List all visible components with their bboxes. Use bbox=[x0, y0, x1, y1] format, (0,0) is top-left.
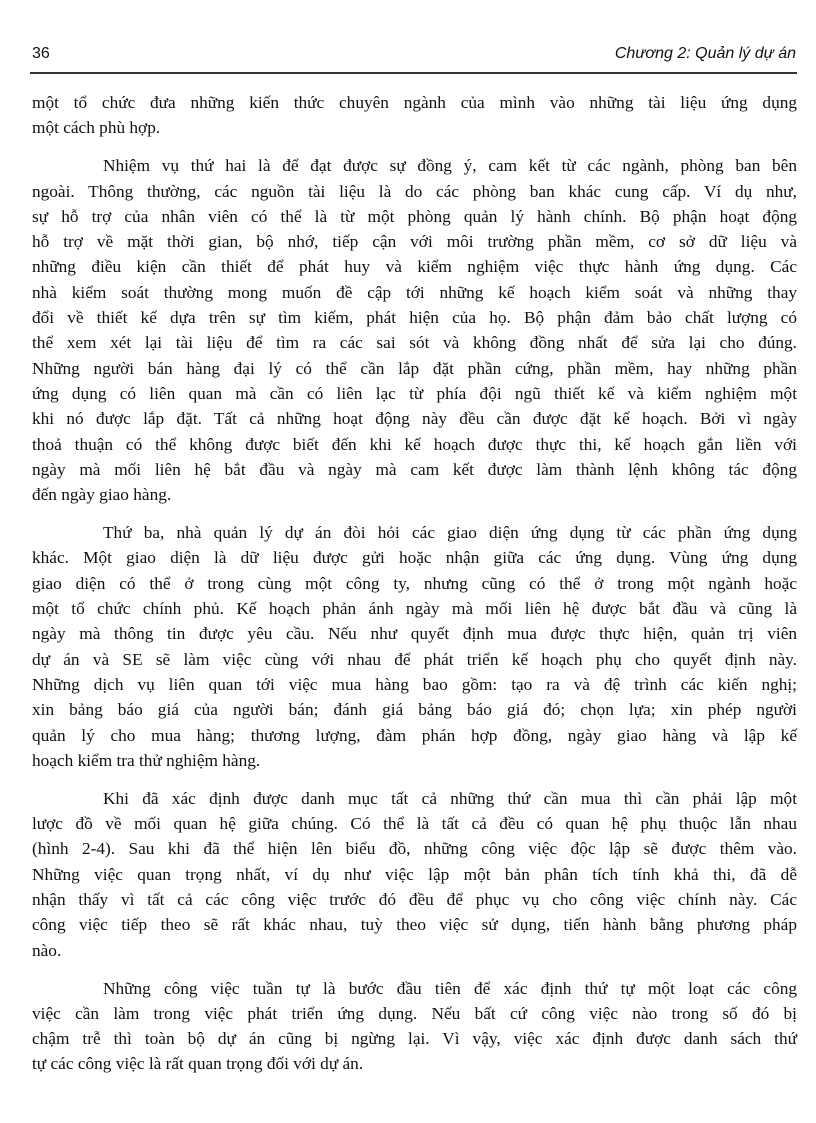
text-line: những điều kiện cần thiết để phát huy và kiểm nghiệm việc thực hành ứng dụng. Các bbox=[32, 257, 797, 277]
text-line: hỗ trợ về mặt thời gian, bộ nhớ, tiếp cận với môi trường phần mềm, cơ sở dữ liệu và bbox=[32, 232, 797, 252]
text-line: nhận thấy vì tất cả các công việc trước đó đều để phục vụ cho công việc chính này. Các bbox=[32, 889, 797, 909]
text-line: Khi đã xác định được danh mục tất cả những thứ cần mua thì cần phải lập một bbox=[103, 788, 797, 808]
text-line: tự các công việc là rất quan trọng đối với dự án. bbox=[32, 1054, 364, 1074]
text-line: một tổ chức đưa những kiến thức chuyên ngành của mình vào những tài liệu ứng dụng bbox=[32, 93, 797, 112]
text-line: giao diện có thể ở trong cùng một công ty, nhưng cũng có thể ở trong một ngành hoặc bbox=[32, 573, 797, 593]
paragraph bbox=[32, 90, 797, 141]
paragraph bbox=[32, 786, 797, 963]
page-number: 36 bbox=[32, 45, 50, 62]
text-line: Những công việc tuần tự là bước đầu tiên để xác định thứ tự một loạt các công bbox=[103, 978, 797, 998]
text-line: nhà kiểm soát thường mong muốn đề cập tới những kế hoạch kiểm soát và những thay bbox=[32, 282, 797, 302]
text-line: khi nó được lắp đặt. Tất cả những hoạt động này đều cần được đặt kế hoạch. Bởi vì ngày bbox=[32, 409, 797, 429]
text-line: việc cần làm trong việc phát triển ứng dụng. Nếu bất cứ công việc nào trong số đó bị bbox=[32, 1003, 797, 1023]
chapter-title: Chương 2: Quản lý dự án bbox=[614, 45, 796, 62]
text-line: Nhiệm vụ thứ hai là để đạt được sự đồng ý, cam kết từ các ngành, phòng ban bên bbox=[103, 156, 797, 176]
text-line: Những dịch vụ liên quan tới việc mua hàng bao gồm: tạo ra và đệ trình các kiến nghị; bbox=[32, 674, 797, 694]
text-line: hoạch kiểm tra thử nghiệm hàng. bbox=[32, 750, 261, 770]
paragraph bbox=[32, 520, 797, 773]
text-line: khác. Một giao diện là dữ liệu được gửi hoặc nhận giữa các ứng dụng. Vùng ứng dụng bbox=[32, 548, 797, 568]
text-line: nào. bbox=[32, 940, 62, 960]
text-line: thể xem xét lại tài liệu để tìm ra các sai sót và không đồng nhất để sửa lại cho đúng. bbox=[32, 333, 797, 353]
running-header bbox=[32, 45, 796, 69]
text-line: (hình 2-4). Sau khi đã thể hiện lên biểu đồ, những công việc độc lập sẽ được thêm vào. bbox=[32, 839, 797, 859]
text-line: ứng dụng có liên quan mà cần có liên lạc từ phía đội ngũ thiết kế và kiểm nghiệm một bbox=[32, 383, 797, 403]
text-line: thoả thuận có thể không được biết đến khi kế hoạch được thực thi, kế hoạch gắn liền với bbox=[32, 434, 797, 454]
text-line: Những việc quan trọng nhất, ví dụ như việc lập một bản phân tích tính khả thi, đã dễ bbox=[32, 864, 797, 884]
text-line: chậm trễ thì toàn bộ dự án cũng bị ngừng lại. Vì vậy, việc xác định được danh sách thứ bbox=[32, 1029, 797, 1049]
text-line: lược đồ về mối quan hệ giữa chúng. Có thể là tất cả đều có quan hệ phụ thuộc lẫn nhau bbox=[32, 814, 797, 834]
text-line: một cách phù hợp. bbox=[32, 118, 161, 138]
text-line: đổi về thiết kế dựa trên sự tìm kiếm, phát hiện của họ. Bộ phận đảm bảo chất lượng có bbox=[32, 308, 797, 328]
text-line: ngoài. Thông thường, các nguồn tài liệu là do các phòng ban khác cung cấp. Ví dụ như, bbox=[32, 181, 797, 201]
paragraph bbox=[32, 976, 797, 1077]
text-line: Những người bán hàng đại lý có thể cần lắp đặt phần cứng, phần mềm, hay những phần bbox=[32, 358, 797, 378]
header-rule bbox=[30, 72, 797, 74]
text-line: dự án và SE sẽ làm việc cùng với nhau để phát triển kế hoạch phụ cho quyết định này. bbox=[32, 649, 797, 669]
text-line: Thứ ba, nhà quản lý dự án đòi hỏi các giao diện ứng dụng từ các phần ứng dụng bbox=[103, 523, 797, 543]
text-line: quản lý cho mua hàng; thương lượng, đàm phán hợp đồng, ngày giao hàng và lập kế bbox=[32, 725, 797, 745]
body-text bbox=[32, 90, 797, 1089]
text-line: một tổ chức chính phủ. Kế hoạch phản ánh ngày mà mối liên hệ được bắt đầu và cũng là bbox=[32, 599, 797, 619]
text-line: sự hỗ trợ của nhân viên có thể là từ một phòng quản lý hành chính. Bộ phận hoạt động bbox=[32, 206, 797, 226]
text-line: đến ngày giao hàng. bbox=[32, 485, 172, 505]
text-line: xin bảng báo giá của người bán; đánh giá bảng báo giá đó; chọn lựa; xin phép người bbox=[32, 700, 797, 720]
paragraph bbox=[32, 153, 797, 507]
text-line: ngày mà thông tin được yêu cầu. Nếu như quyết định mua được thực hiện, quản trị viên bbox=[32, 624, 797, 644]
text-line: ngày mà mối liên hệ bắt đầu và ngày mà cam kết được làm thành lệnh không tác động bbox=[32, 459, 797, 479]
text-line: công việc tiếp theo sẽ rất khác nhau, tuỳ theo việc sử dụng, tiến hành bằng phương pháp bbox=[32, 915, 797, 935]
